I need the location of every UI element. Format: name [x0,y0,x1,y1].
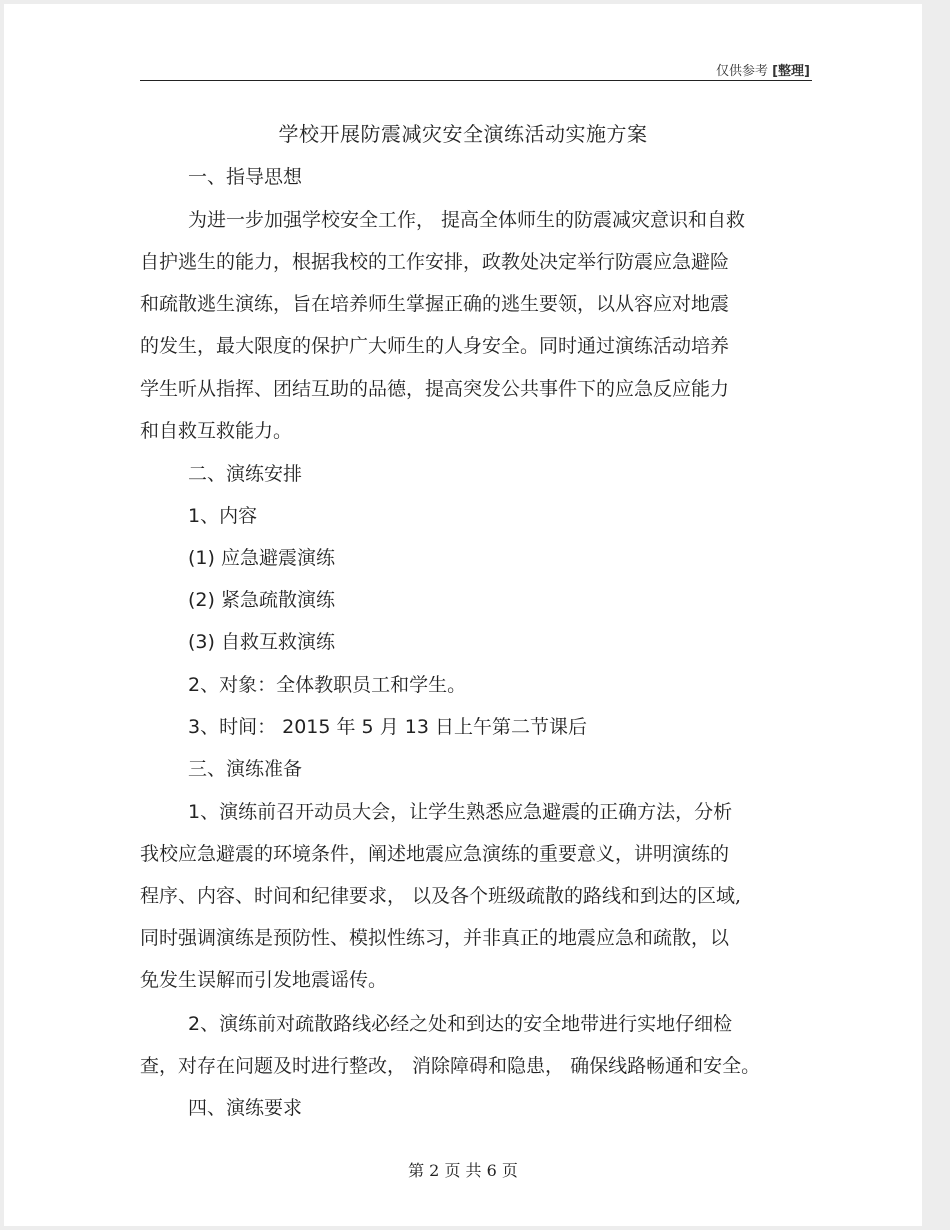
section-heading: 四、演练要求 [188,1097,303,1119]
section-heading: 二、演练安排 [188,463,303,485]
paragraph-line: 我校应急避震的环境条件，阐述地震应急演练的重要意义，讲明演练的 [140,843,730,865]
section-heading: 一、指导思想 [188,166,303,188]
paragraph-line: 免发生误解而引发地震谣传。 [140,969,388,991]
paragraph-line: 学生听从指挥、团结互助的品德，提高突发公共事件下的应急反应能力 [140,378,730,400]
header-note-tag: [整理] [772,64,810,79]
paragraph-line: 为进一步加强学校安全工作， 提高全体师生的防震减灾意识和自救 [188,209,746,231]
list-item: (2) 紧急疏散演练 [188,589,335,611]
paragraph-line: 程序、内容、时间和纪律要求， 以及各个班级疏散的路线和到达的区域, [140,885,742,907]
paragraph-line: 同时强调演练是预防性、模拟性练习，并非真正的地震应急和疏散，以 [140,927,730,949]
paragraph-line: 和疏散逃生演练，旨在培养师生掌握正确的逃生要领，以从容应对地震 [140,293,730,315]
paragraph-line: 1、演练前召开动员大会，让学生熟悉应急避震的正确方法，分析 [188,801,733,823]
header-note [716,60,810,79]
list-item: 1、内容 [188,505,258,527]
list-item: 2、对象：全体教职员工和学生。 [188,674,467,696]
paragraph-line: 的发生，最大限度的保护广大师生的人身安全。同时通过演练活动培养 [140,335,730,357]
page-footer: 第 2 页 共 6 页 [408,1161,518,1180]
list-item: (1) 应急避震演练 [188,547,335,569]
paragraph-line: 自护逃生的能力，根据我校的工作安排，政教处决定举行防震应急避险 [140,251,730,273]
section-heading: 三、演练准备 [188,758,303,780]
paragraph-line: 和自救互救能力。 [140,420,293,442]
document-title: 学校开展防震减灾安全演练活动实施方案 [278,122,648,146]
header-rule [140,80,812,81]
paragraph-line: 查，对存在问题及时进行整改， 消除障碍和隐患， 确保线路畅通和安全。 [140,1055,761,1077]
paragraph-line: 2、演练前对疏散路线必经之处和到达的安全地带进行实地仔细检 [188,1013,733,1035]
list-item: (3) 自救互救演练 [188,631,335,653]
list-item: 3、时间： 2015 年 5 月 13 日上午第二节课后 [188,716,587,738]
document-page [4,4,922,1226]
header-note-text: 仅供参考 [715,64,768,79]
